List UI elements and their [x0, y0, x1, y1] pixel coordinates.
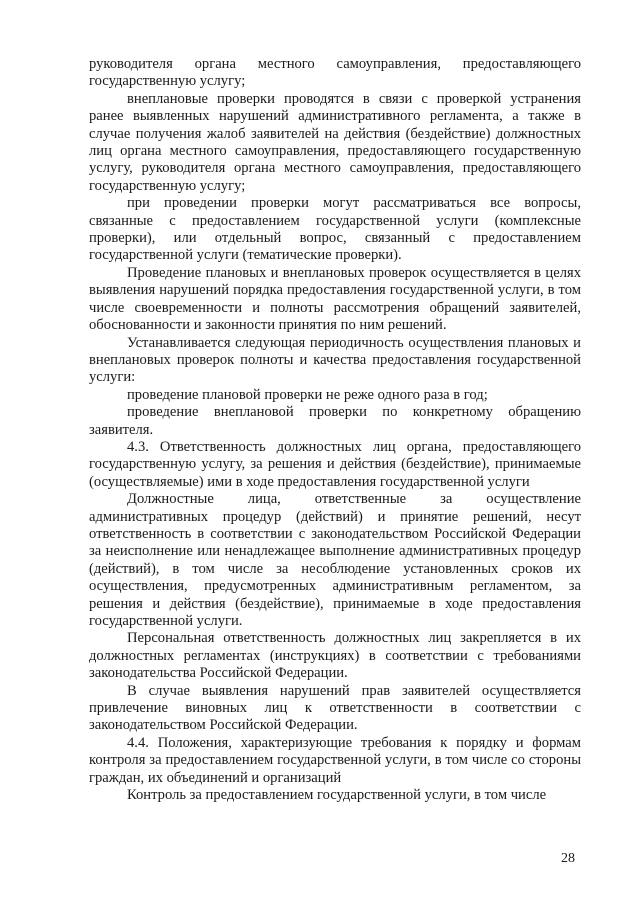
paragraph-5: Устанавливается следующая периодичность осуществления плановых и внеплановых проверок полноты и качества предоставления государственной услуги:	[89, 334, 581, 386]
paragraph-6: проведение плановой проверки не реже одного раза в год;	[127, 386, 488, 403]
paragraph-13: Контроль за предоставлением государственной услуги, в том числе	[127, 787, 547, 804]
paragraph-9: Должностные лица, ответственные за осуществление административных процедур (действий) и принятие решений, несут ответственность в соответствии с законодательством Российской Федерации за неисполнение или ненадлежащее выполнение административных процедур (действий), в том числе за несоблюдение установленных сроков их осуществления, предусмотренных административным регламентом, за решения и действия (бездействие), принимаемые в ходе предоставления государственной услуги.	[89, 491, 581, 629]
paragraph-11: В случае выявления нарушений прав заявителей осуществляется привлечение виновных лиц к ответственности в соответствии с законодательством Российской Федерации.	[89, 682, 581, 734]
page-number: 28	[561, 851, 575, 866]
section-heading-4-4: 4.4. Положения, характеризующие требования к порядку и формам контроля за предоставлением государственной услуги, в том числе со стороны граждан, их объединений и организаций	[89, 734, 581, 786]
paragraph-7: проведение внеплановой проверки по конкретному обращению заявителя.	[89, 404, 581, 438]
paragraph-10: Персональная ответственность должностных лиц закрепляется в их должностных регламентах (инструкциях) в соответствии с требованиями законодательства Российской Федерации.	[89, 630, 581, 682]
paragraph-3: при проведении проверки могут рассматриваться все вопросы, связанные с предоставлением государственной услуги (комплексные проверки), или отдельный вопрос, связанный с предоставлением государственной услуги (тематические проверки).	[89, 195, 581, 264]
paragraph-2: внеплановые проверки проводятся в связи с проверкой устранения ранее выявленных нарушений административного регламента, а также в случае получения жалоб заявителей на действия (бездействие) должностных лиц органа местного самоуправления, предоставляющего государственную услугу, руководителя органа местного самоуправления, предоставляющего государственную услугу;	[89, 90, 581, 194]
paragraph-4: Проведение плановых и внеплановых проверок осуществляется в целях выявления нарушений порядка предоставления государственной услуги, в том числе своевременности и полноты рассмотрения обращений заявителей, обоснованности и законности принятия по ним решений.	[89, 264, 581, 334]
section-heading-4-3: 4.3. Ответственность должностных лиц органа, предоставляющего государственную услугу, за решения и действия (бездействие), принимаемые (осуществляемые) ими в ходе предоставления государственной услуги	[89, 438, 581, 490]
paragraph-1: руководителя органа местного самоуправления, предоставляющего государственную услугу;	[89, 56, 581, 90]
document-page	[89, 56, 581, 804]
